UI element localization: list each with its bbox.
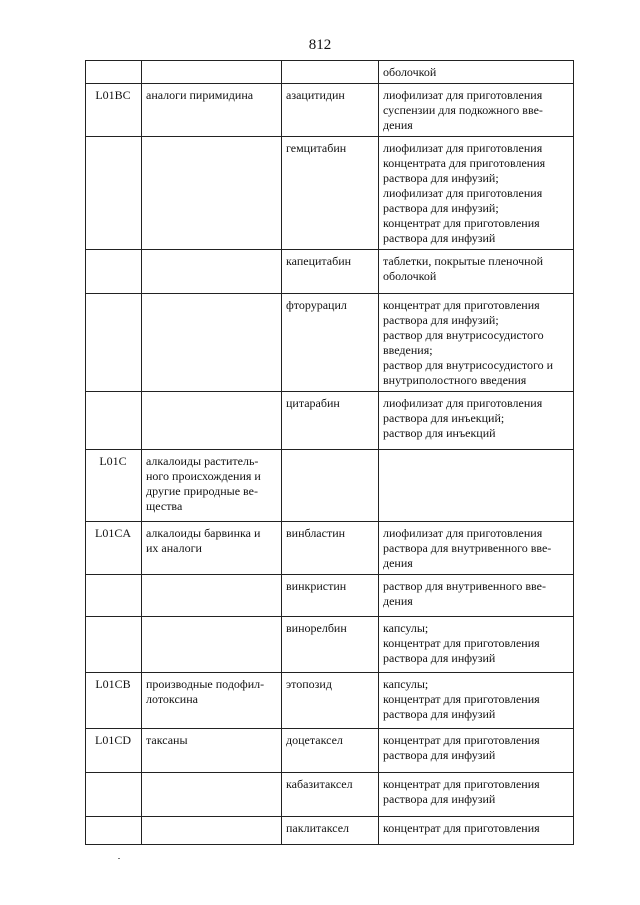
substance-name: этопозид <box>286 677 332 691</box>
dosage-forms-cell <box>379 250 574 294</box>
group-name-cell <box>142 522 282 575</box>
dosage-form-line: лиофилизат для приготовления <box>383 88 543 102</box>
drug-table <box>85 60 574 845</box>
group-name-cell <box>142 250 282 294</box>
atc-code: L01C <box>99 454 127 468</box>
dosage-form-line: раствора для инфузий <box>383 707 496 721</box>
substance-name: винкристин <box>286 579 347 593</box>
group-name-line: аналоги пиримидина <box>146 88 254 102</box>
dosage-form-line: концентрата для приготовления <box>383 156 546 170</box>
substance-cell <box>282 617 379 673</box>
group-name-cell <box>142 61 282 84</box>
dosage-form-line: дения <box>383 118 413 132</box>
dosage-form-line: раствора для инфузий; <box>383 201 499 215</box>
substance-cell <box>282 137 379 250</box>
dosage-forms-cell <box>379 61 574 84</box>
substance-name: винбластин <box>286 526 346 540</box>
atc-code-cell <box>86 294 142 392</box>
table-body <box>86 61 574 845</box>
table-row <box>86 294 574 392</box>
dosage-form-line: концентрат для приготовления <box>383 733 540 747</box>
group-name-cell <box>142 617 282 673</box>
substance-cell <box>282 61 379 84</box>
atc-code-cell <box>86 250 142 294</box>
atc-code-cell <box>86 450 142 522</box>
group-name-line: ного происхождения и <box>146 469 261 483</box>
table-row <box>86 522 574 575</box>
dosage-form-line: суспензии для подкожного вве- <box>383 103 543 117</box>
dosage-form-line: раствор для внутрисосудистого и <box>383 358 554 372</box>
substance-cell <box>282 817 379 845</box>
dosage-form-line: раствора для инфузий <box>383 651 496 665</box>
dosage-form-line: дения <box>383 594 413 608</box>
group-name-cell <box>142 392 282 450</box>
group-name-line: алкалоиды раститель- <box>146 454 259 468</box>
substance-name: винорелбин <box>286 621 347 635</box>
atc-code-cell <box>86 61 142 84</box>
dosage-form-line: раствора для инфузий <box>383 748 496 762</box>
substance-cell <box>282 84 379 137</box>
substance-name: цитарабин <box>286 396 340 410</box>
substance-name: кабазитаксел <box>286 777 353 791</box>
atc-code-cell <box>86 392 142 450</box>
group-name-line: производные подофил- <box>146 677 265 691</box>
group-name-cell <box>142 817 282 845</box>
dosage-form-line: раствора для внутривенного вве- <box>383 541 552 555</box>
substance-name: доцетаксел <box>286 733 343 747</box>
group-name-cell <box>142 773 282 817</box>
atc-code-cell <box>86 617 142 673</box>
dosage-form-line: раствора для инфузий; <box>383 313 499 327</box>
dosage-form-line: раствор для внутрисосудистого <box>383 328 544 342</box>
table-row <box>86 61 574 84</box>
scan-speck <box>118 858 120 859</box>
substance-cell <box>282 673 379 729</box>
table-row <box>86 250 574 294</box>
dosage-form-line: лиофилизат для приготовления <box>383 526 543 540</box>
dosage-form-line: раствора для инфузий <box>383 792 496 806</box>
table-row <box>86 817 574 845</box>
substance-cell <box>282 522 379 575</box>
dosage-forms-cell <box>379 392 574 450</box>
dosage-form-line: раствор для инъекций <box>383 426 496 440</box>
atc-code-cell <box>86 773 142 817</box>
dosage-forms-cell <box>379 817 574 845</box>
dosage-forms-cell <box>379 673 574 729</box>
dosage-form-line: лиофилизат для приготовления <box>383 396 543 410</box>
dosage-forms-cell <box>379 729 574 773</box>
atc-code: L01CB <box>95 677 131 691</box>
dosage-form-line: концентрат для приготовления <box>383 636 540 650</box>
dosage-form-line: раствор для внутривенного вве- <box>383 579 546 593</box>
atc-code-cell <box>86 84 142 137</box>
dosage-form-line: концентрат для приготовления <box>383 216 540 230</box>
dosage-form-line: оболочкой <box>383 65 437 79</box>
table-row <box>86 673 574 729</box>
atc-code-cell <box>86 575 142 617</box>
dosage-form-line: капсулы; <box>383 621 429 635</box>
table-row <box>86 137 574 250</box>
substance-cell <box>282 575 379 617</box>
group-name-cell <box>142 673 282 729</box>
substance-cell <box>282 773 379 817</box>
substance-name: фторурацил <box>286 298 347 312</box>
atc-code-cell <box>86 673 142 729</box>
dosage-form-line: раствора для инфузий; <box>383 171 499 185</box>
dosage-form-line: лиофилизат для приготовления <box>383 186 543 200</box>
dosage-form-line: раствора для инфузий <box>383 231 496 245</box>
table-row <box>86 773 574 817</box>
substance-name: паклитаксел <box>286 821 350 835</box>
dosage-forms-cell <box>379 294 574 392</box>
dosage-forms-cell <box>379 575 574 617</box>
dosage-form-line: лиофилизат для приготовления <box>383 141 543 155</box>
dosage-form-line: дения <box>383 556 413 570</box>
dosage-form-line: введения; <box>383 343 433 357</box>
dosage-form-line: оболочкой <box>383 269 437 283</box>
substance-cell <box>282 392 379 450</box>
table-row <box>86 617 574 673</box>
dosage-form-line: концентрат для приготовления <box>383 777 540 791</box>
group-name-cell <box>142 137 282 250</box>
group-name-cell <box>142 294 282 392</box>
atc-code-cell <box>86 817 142 845</box>
group-name-line: таксаны <box>146 733 188 747</box>
dosage-forms-cell <box>379 773 574 817</box>
substance-cell <box>282 294 379 392</box>
group-name-cell <box>142 450 282 522</box>
table-row <box>86 575 574 617</box>
dosage-forms-cell <box>379 617 574 673</box>
dosage-form-line: концентрат для приготовления <box>383 692 540 706</box>
atc-code-cell <box>86 137 142 250</box>
dosage-form-line: таблетки, покрытые пленочной <box>383 254 544 268</box>
table-row <box>86 450 574 522</box>
dosage-forms-cell <box>379 84 574 137</box>
dosage-form-line: концентрат для приготовления <box>383 298 540 312</box>
atc-code-cell <box>86 522 142 575</box>
group-name-line: другие природные ве- <box>146 484 258 498</box>
atc-code: L01CA <box>95 526 131 540</box>
atc-code-cell <box>86 729 142 773</box>
substance-cell <box>282 729 379 773</box>
substance-name: гемцитабин <box>286 141 347 155</box>
table-row <box>86 84 574 137</box>
group-name-line: алкалоиды барвинка и <box>146 526 261 540</box>
substance-cell <box>282 250 379 294</box>
group-name-cell <box>142 84 282 137</box>
group-name-line: щества <box>146 499 183 513</box>
dosage-form-line: капсулы; <box>383 677 429 691</box>
dosage-forms-cell <box>379 137 574 250</box>
substance-name: азацитидин <box>286 88 345 102</box>
table-row <box>86 392 574 450</box>
group-name-cell <box>142 575 282 617</box>
atc-code: L01BC <box>95 88 131 102</box>
dosage-form-line: внутриполостного введения <box>383 373 527 387</box>
dosage-form-line: раствора для инъекций; <box>383 411 505 425</box>
group-name-cell <box>142 729 282 773</box>
substance-cell <box>282 450 379 522</box>
substance-name: капецитабин <box>286 254 352 268</box>
dosage-forms-cell <box>379 522 574 575</box>
group-name-line: их аналоги <box>146 541 202 555</box>
table-row <box>86 729 574 773</box>
atc-code: L01CD <box>95 733 131 747</box>
dosage-forms-cell <box>379 450 574 522</box>
page-number: 812 <box>308 37 332 53</box>
dosage-form-line: концентрат для приготовления <box>383 821 540 835</box>
group-name-line: лотоксина <box>146 692 198 706</box>
